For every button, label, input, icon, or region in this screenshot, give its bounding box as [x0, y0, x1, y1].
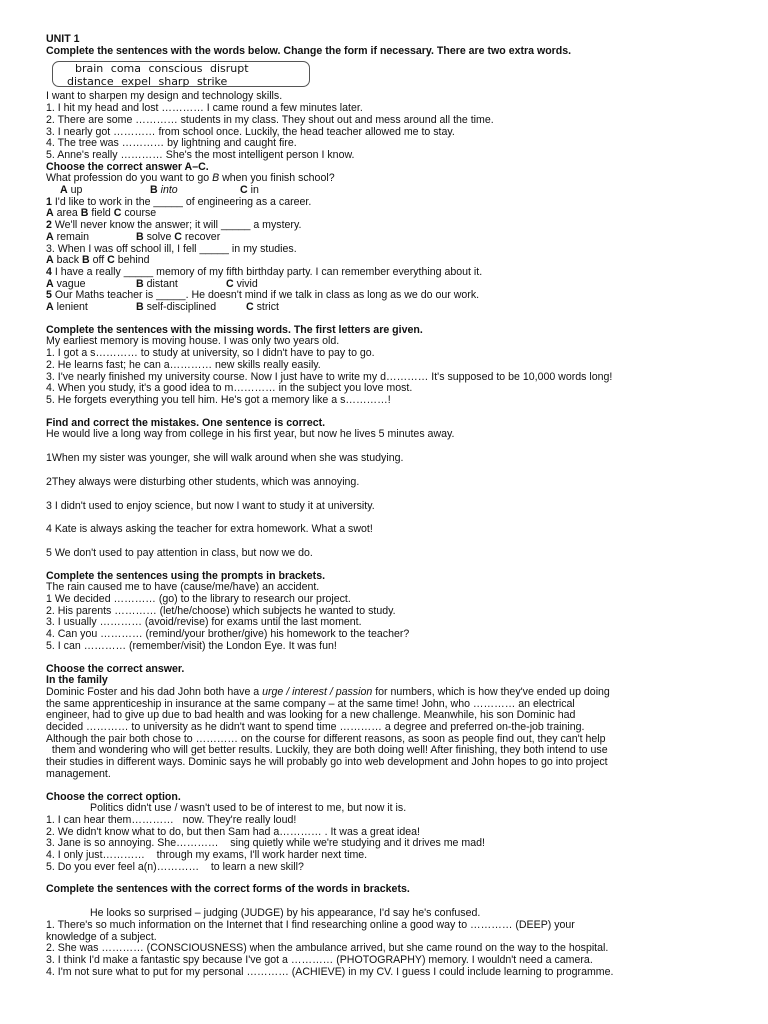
exercise-item: 2. He learns fast; he can a………… new skills really easily. — [46, 358, 321, 371]
section-word-box — [46, 46, 736, 162]
exercise-item: 1. There's so much information on the Internet that I find researching online a good way to ………… (DEEP) your — [46, 918, 575, 931]
example-sentence: He would live a long way from college in his first year, but now he lives 5 minutes away. — [46, 428, 455, 441]
section-instruction: Choose the correct answer A–C. — [46, 160, 209, 173]
word-box-row: distance expel sharp strike — [67, 74, 228, 88]
exercise-item: 5 We don't used to pay attention in class, but now we do. — [46, 546, 313, 559]
question: 3. When I was off school ill, I fell _____ in my studies. — [46, 242, 297, 255]
section-instruction: Complete the sentences with the correct forms of the words in brackets. — [46, 883, 410, 896]
example-question: What profession do you want to go B when you finish school? — [46, 172, 335, 185]
section-multiple-choice — [46, 162, 736, 314]
section-find-mistakes — [46, 418, 736, 560]
exercise-item: 2. She was ………… (CONSCIOUSNESS) when the ambulance arrived, but she came round on the way to the hospital. — [46, 942, 609, 955]
answer-options: A area B field C course — [46, 207, 157, 220]
worksheet-page — [46, 34, 736, 978]
answer-options: A lenient B self-disciplined C strict — [46, 301, 279, 314]
exercise-item: 4. I'm not sure what to put for my personal ………… (ACHIEVE) in my CV. I guess I could include learning to programme. — [46, 965, 614, 978]
text-line: them and wondering who will get better results. Luckily, they are both doing well! After finishing, they both intend to use — [46, 744, 608, 757]
exercise-item: 2. We didn't know what to do, but then Sam had a………… . It was a great idea! — [46, 825, 420, 838]
exercise-item: 5. I can ………… (remember/visit) the London Eye. It was fun! — [46, 639, 337, 652]
example-sentence: I want to sharpen my design and technology skills. — [46, 90, 283, 103]
example-sentence: He looks so surprised – judging (JUDGE) by his appearance, I'd say he's confused. — [90, 907, 481, 920]
exercise-item: 4 Kate is always asking the teacher for extra homework. What a swot! — [46, 523, 373, 536]
text-line: their studies in different ways. Dominic says he will probably go into web development and John hopes to go into project — [46, 756, 608, 769]
exercise-item: 3. I've nearly finished my university course. Now I just have to write my d………… It's supposed to be 10,000 words long! — [46, 370, 613, 383]
unit-title: UNIT 1 — [46, 33, 80, 45]
answer-options: A vague B distant C vivid — [46, 277, 258, 290]
answer-options: A remain B solve C recover — [46, 230, 221, 243]
exercise-item: 3. I nearly got ………… from school once. Luckily, the head teacher allowed me to stay. — [46, 125, 455, 138]
section-instruction: Find and correct the mistakes. One sentence is correct. — [46, 416, 326, 429]
exercise-item: 2They always were disturbing other students, which was annoying. — [46, 475, 360, 488]
exercise-item: 3. Jane is so annoying. She………… sing quietly while we're studying and it drives me mad! — [46, 837, 485, 850]
question: 1 I'd like to work in the _____ of engineering as a career. — [46, 195, 312, 208]
question: 4 I have a really _____ memory of my fifth birthday party. I can remember everything about it. — [46, 265, 483, 278]
exercise-item: 4. When you study, it's a good idea to m………… in the subject you love most. — [46, 382, 413, 395]
question: 2 We'll never know the answer; it will _____ a mystery. — [46, 219, 302, 232]
section-prompts — [46, 571, 736, 653]
exercise-item: 3 I didn't used to enjoy science, but now I want to study it at university. — [46, 499, 375, 512]
section-word-formation — [46, 884, 736, 978]
exercise-item: 4. Can you ………… (remind/your brother/give) his homework to the teacher? — [46, 628, 410, 641]
word-box-row: brain coma conscious disrupt — [75, 62, 249, 76]
section-instruction: Complete the sentences with the words below. Change the form if necessary. There are two extra words. — [46, 44, 572, 57]
text-line: decided ………… to university as he didn't want to spend time ………… a degree and preferred on-the-job training. — [46, 721, 585, 734]
exercise-item: 1 We decided ………… (go) to the library to research our project. — [46, 593, 351, 606]
section-correct-option — [46, 792, 736, 874]
example-sentence: Politics didn't use / wasn't used to be of interest to me, but now it is. — [90, 802, 407, 815]
text-title: In the family — [46, 674, 108, 687]
section-missing-words — [46, 325, 736, 407]
example-sentence: My earliest memory is moving house. I was only two years old. — [46, 335, 340, 348]
word-box — [52, 61, 310, 87]
exercise-item: 2. There are some ………… students in my class. They shout out and mess around all the time. — [46, 113, 494, 126]
text-line: engineer, had to give up due to bad health and was looking for a new challenge. Meanwhile, his son Dominic had — [46, 709, 576, 722]
question: 5 Our Maths teacher is _____. He doesn't mind if we talk in class as long as we do our work. — [46, 289, 480, 302]
section-instruction: Complete the sentences using the prompts in brackets. — [46, 569, 326, 582]
text-line: the same apprenticeship in insurance at the same company – at the same time! John, who ………… an electrical — [46, 697, 575, 710]
exercise-item: 5. Anne's really ………… She's the most intelligent person I know. — [46, 148, 355, 161]
section-instruction: Choose the correct option. — [46, 790, 181, 803]
exercise-item: 4. The tree was ………… by lightning and caught fire. — [46, 137, 297, 150]
exercise-item: 4. I only just………… through my exams, I'll work harder next time. — [46, 849, 368, 862]
exercise-item: 1. I got a s………… to study at university, so I didn't have to pay to go. — [46, 347, 375, 360]
exercise-item: knowledge of a subject. — [46, 930, 157, 943]
section-instruction: Complete the sentences with the missing words. The first letters are given. — [46, 323, 423, 336]
text-line: Dominic Foster and his dad John both have a urge / interest / passion for numbers, which is how they've ended up doing — [46, 685, 610, 698]
exercise-item: 5. Do you ever feel a(n)………… to learn a new skill? — [46, 860, 304, 873]
example-sentence: The rain caused me to have (cause/me/have) an accident. — [46, 581, 320, 594]
exercise-item: 3. I usually ………… (avoid/revise) for exams until the last moment. — [46, 616, 362, 629]
exercise-item: 1When my sister was younger, she will walk around when she was studying. — [46, 452, 404, 465]
exercise-item: 5. He forgets everything you tell him. He's got a memory like a s…………! — [46, 393, 391, 406]
section-instruction: Choose the correct answer. — [46, 662, 185, 675]
text-line: management. — [46, 767, 111, 780]
answer-options: A back B off C behind — [46, 254, 150, 267]
exercise-item: 1. I can hear them………… now. They're really loud! — [46, 813, 297, 826]
exercise-item: 3. I think I'd make a fantastic spy because I've got a ………… (PHOTOGRAPHY) memory. I wouldn't need a camera. — [46, 954, 593, 966]
text-line: Although the pair both chose to ………… on the course for different reasons, as soon as people find out, they can't help — [46, 732, 606, 745]
exercise-item: 1. I hit my head and lost ………… I came round a few minutes later. — [46, 102, 363, 115]
exercise-item: 2. His parents ………… (let/he/choose) which subjects he wanted to study. — [46, 604, 396, 617]
section-reading-text — [46, 664, 736, 781]
example-options: A up B into C in — [60, 184, 259, 197]
